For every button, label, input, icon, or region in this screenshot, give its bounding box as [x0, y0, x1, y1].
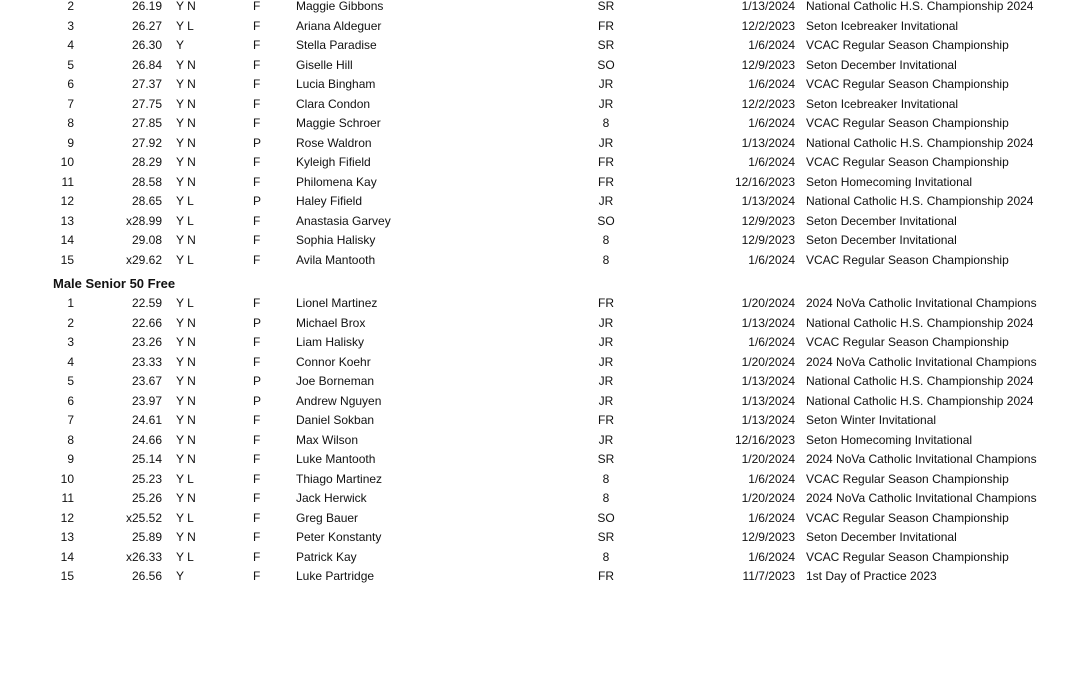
- place-cell: 12: [60, 510, 74, 525]
- meet-name-cell: 2024 NoVa Catholic Invitational Champions: [806, 354, 1037, 369]
- grade-cell: SR: [597, 0, 615, 13]
- table-row: [0, 450, 1080, 470]
- flags-cell: Y L: [176, 296, 194, 310]
- swimmer-name-cell: Sophia Halisky: [296, 233, 376, 247]
- meet-name-cell: Seton Homecoming Invitational: [806, 174, 973, 189]
- event-type-cell: F: [253, 18, 261, 33]
- place-cell: 13: [60, 213, 74, 228]
- flags-cell: Y N: [176, 155, 196, 169]
- event-type-cell: F: [253, 77, 261, 91]
- event-type-cell: F: [253, 413, 261, 427]
- place-cell: 3: [67, 18, 74, 33]
- time-cell: 27.85: [131, 116, 162, 130]
- time-cell: 25.26: [131, 491, 162, 505]
- date-cell: 1/20/2024: [741, 491, 795, 505]
- time-cell: 25.23: [131, 471, 162, 486]
- flags-cell: Y L: [176, 213, 194, 228]
- swimmer-name-cell: Maggie Schroer: [296, 116, 381, 130]
- event-type-cell: F: [253, 57, 261, 72]
- grade-cell: SO: [597, 510, 615, 525]
- event-type-cell: F: [253, 0, 261, 13]
- date-cell: 12/16/2023: [734, 432, 795, 447]
- swimmer-name-cell: Peter Konstanty: [296, 530, 382, 544]
- flags-cell: Y: [176, 38, 185, 52]
- grade-cell: 8: [602, 233, 610, 247]
- table-row: [0, 353, 1080, 373]
- time-cell: x28.99: [125, 213, 162, 228]
- table-row: [0, 153, 1080, 173]
- place-cell: 5: [67, 57, 74, 72]
- date-cell: 1/13/2024: [741, 413, 795, 427]
- swimmer-name-cell: Avila Mantooth: [296, 252, 376, 267]
- place-cell: 14: [60, 233, 74, 247]
- flags-cell: Y L: [176, 194, 194, 208]
- place-cell: 15: [60, 252, 74, 267]
- event-type-cell: F: [253, 569, 261, 583]
- meet-name-cell: Seton Icebreaker Invitational: [806, 18, 959, 33]
- time-cell: 26.84: [131, 57, 162, 72]
- meet-name-cell: 2024 NoVa Catholic Invitational Champions: [806, 296, 1037, 310]
- swimmer-name-cell: Michael Brox: [296, 315, 366, 330]
- place-cell: 9: [67, 452, 74, 466]
- place-cell: 2: [67, 0, 74, 13]
- meet-name-cell: Seton Icebreaker Invitational: [806, 96, 959, 111]
- place-cell: 1: [67, 296, 74, 310]
- time-cell: 24.66: [131, 432, 162, 447]
- grade-cell: 8: [602, 491, 610, 505]
- date-cell: 1/6/2024: [748, 252, 795, 267]
- flags-cell: Y N: [176, 77, 196, 91]
- time-cell: x29.62: [125, 252, 162, 267]
- swimmer-name-cell: Giselle Hill: [296, 57, 353, 72]
- table-row: [0, 75, 1080, 95]
- time-cell: 22.66: [131, 315, 162, 330]
- date-cell: 1/6/2024: [748, 116, 795, 130]
- flags-cell: Y N: [176, 491, 196, 505]
- table-row: [0, 294, 1080, 314]
- meet-name-cell: Seton December Invitational: [806, 213, 957, 228]
- swimmer-name-cell: Patrick Kay: [296, 549, 357, 564]
- flags-cell: Y L: [176, 471, 194, 486]
- flags-cell: Y N: [176, 96, 196, 111]
- table-row: [0, 392, 1080, 412]
- date-cell: 1/6/2024: [748, 38, 795, 52]
- meet-name-cell: National Catholic H.S. Championship 2024: [806, 315, 1034, 330]
- time-cell: 26.56: [131, 569, 162, 583]
- flags-cell: Y N: [176, 315, 196, 330]
- swimmer-name-cell: Stella Paradise: [296, 38, 377, 52]
- place-cell: 5: [67, 374, 74, 388]
- time-cell: 29.08: [131, 233, 162, 247]
- table-row: [0, 36, 1080, 56]
- time-cell: 26.19: [131, 0, 162, 13]
- flags-cell: Y L: [176, 510, 194, 525]
- flags-cell: Y N: [176, 116, 196, 130]
- event-type-cell: F: [253, 233, 261, 247]
- table-row: [0, 231, 1080, 251]
- swimmer-name-cell: Clara Condon: [296, 96, 371, 111]
- swimmer-name-cell: Kyleigh Fifield: [296, 155, 371, 169]
- swimmer-name-cell: Ariana Aldeguer: [296, 18, 382, 33]
- meet-name-cell: National Catholic H.S. Championship 2024: [806, 194, 1034, 208]
- swimmer-name-cell: Thiago Martinez: [296, 471, 383, 486]
- table-row: [0, 192, 1080, 212]
- time-cell: 25.14: [131, 452, 162, 466]
- swimmer-name-cell: Lucia Bingham: [296, 77, 376, 91]
- time-cell: x26.33: [125, 549, 162, 564]
- date-cell: 1/6/2024: [748, 471, 795, 486]
- grade-cell: JR: [598, 393, 614, 408]
- table-row: [0, 95, 1080, 115]
- flags-cell: Y N: [176, 135, 196, 150]
- place-cell: 6: [67, 393, 74, 408]
- grade-cell: FR: [598, 174, 614, 189]
- grade-cell: FR: [598, 569, 614, 583]
- meet-name-cell: 2024 NoVa Catholic Invitational Champions: [806, 452, 1037, 466]
- flags-cell: Y: [176, 569, 185, 583]
- time-cell: 26.30: [131, 38, 162, 52]
- date-cell: 12/2/2023: [741, 96, 795, 111]
- flags-cell: Y N: [176, 174, 196, 189]
- place-cell: 12: [60, 194, 74, 208]
- grade-cell: JR: [598, 135, 614, 150]
- event-type-cell: F: [253, 335, 261, 349]
- flags-cell: Y N: [176, 0, 196, 13]
- date-cell: 12/9/2023: [741, 57, 795, 72]
- table-row: [0, 333, 1080, 353]
- place-cell: 10: [60, 155, 74, 169]
- flags-cell: Y N: [176, 354, 196, 369]
- section-heading-male-senior-50-free: Male Senior 50 Free: [53, 275, 176, 291]
- time-cell: 27.92: [131, 135, 162, 150]
- table-row: [0, 411, 1080, 431]
- table-row: [0, 114, 1080, 134]
- swimmer-name-cell: Lionel Martinez: [296, 296, 378, 310]
- time-cell: 23.67: [131, 374, 162, 388]
- place-cell: 11: [61, 174, 74, 189]
- swimmer-name-cell: Joe Borneman: [296, 374, 375, 388]
- table-row: [0, 431, 1080, 451]
- swimmer-name-cell: Daniel Sokban: [296, 413, 375, 427]
- grade-cell: JR: [598, 354, 614, 369]
- grade-cell: JR: [598, 96, 614, 111]
- date-cell: 12/16/2023: [734, 174, 795, 189]
- grade-cell: 8: [602, 471, 610, 486]
- grade-cell: FR: [598, 18, 614, 33]
- table-row: [0, 548, 1080, 568]
- meet-name-cell: Seton December Invitational: [806, 233, 957, 247]
- place-cell: 3: [67, 335, 74, 349]
- event-type-cell: F: [253, 213, 261, 228]
- date-cell: 1/6/2024: [748, 549, 795, 564]
- swimmer-name-cell: Connor Koehr: [296, 354, 371, 369]
- event-type-cell: F: [253, 174, 261, 189]
- place-cell: 7: [67, 96, 74, 111]
- table-row: [0, 134, 1080, 154]
- date-cell: 1/6/2024: [748, 155, 795, 169]
- swimmer-name-cell: Rose Waldron: [296, 135, 372, 150]
- grade-cell: SO: [597, 213, 615, 228]
- event-type-cell: F: [253, 549, 261, 564]
- date-cell: 1/13/2024: [741, 0, 795, 13]
- meet-name-cell: VCAC Regular Season Championship: [806, 549, 1009, 564]
- grade-cell: JR: [598, 315, 614, 330]
- date-cell: 12/2/2023: [741, 18, 795, 33]
- meet-name-cell: VCAC Regular Season Championship: [806, 116, 1009, 130]
- meet-name-cell: National Catholic H.S. Championship 2024: [806, 374, 1034, 388]
- grade-cell: JR: [598, 432, 614, 447]
- meet-name-cell: National Catholic H.S. Championship 2024: [806, 0, 1034, 13]
- flags-cell: Y L: [176, 252, 194, 267]
- meet-name-cell: National Catholic H.S. Championship 2024: [806, 393, 1034, 408]
- time-cell: 28.29: [131, 155, 162, 169]
- meet-name-cell: 2024 NoVa Catholic Invitational Champions: [806, 491, 1037, 505]
- date-cell: 1/13/2024: [741, 393, 795, 408]
- place-cell: 6: [67, 77, 74, 91]
- date-cell: 1/20/2024: [741, 452, 795, 466]
- grade-cell: 8: [602, 549, 610, 564]
- event-type-cell: F: [253, 510, 261, 525]
- meet-name-cell: VCAC Regular Season Championship: [806, 335, 1009, 349]
- swimmer-name-cell: Maggie Gibbons: [296, 0, 384, 13]
- meet-name-cell: VCAC Regular Season Championship: [806, 77, 1009, 91]
- table-row: [0, 212, 1080, 232]
- table-row: [0, 372, 1080, 392]
- event-type-cell: F: [253, 530, 261, 544]
- meet-name-cell: VCAC Regular Season Championship: [806, 38, 1009, 52]
- swimmer-name-cell: Luke Partridge: [296, 569, 375, 583]
- table-row: [0, 173, 1080, 193]
- grade-cell: SO: [597, 57, 615, 72]
- event-type-cell: F: [253, 432, 261, 447]
- grade-cell: JR: [598, 194, 614, 208]
- date-cell: 12/9/2023: [741, 530, 795, 544]
- grade-cell: FR: [598, 296, 614, 310]
- grade-cell: FR: [598, 155, 614, 169]
- table-row: [0, 470, 1080, 490]
- date-cell: 1/6/2024: [748, 335, 795, 349]
- event-type-cell: P: [253, 393, 262, 408]
- table-row: [0, 509, 1080, 529]
- event-type-cell: F: [253, 38, 261, 52]
- flags-cell: Y N: [176, 57, 196, 72]
- table-row: [0, 56, 1080, 76]
- date-cell: 1/13/2024: [741, 135, 795, 150]
- place-cell: 4: [67, 354, 74, 369]
- time-cell: 27.37: [131, 77, 162, 91]
- date-cell: 12/9/2023: [741, 213, 795, 228]
- flags-cell: Y L: [176, 549, 194, 564]
- event-type-cell: P: [253, 194, 262, 208]
- flags-cell: Y L: [176, 18, 194, 33]
- event-type-cell: F: [253, 452, 261, 466]
- swimmer-name-cell: Luke Mantooth: [296, 452, 376, 466]
- flags-cell: Y N: [176, 432, 196, 447]
- flags-cell: Y N: [176, 374, 196, 388]
- meet-name-cell: Seton Homecoming Invitational: [806, 432, 973, 447]
- swimmer-name-cell: Liam Halisky: [296, 335, 365, 349]
- date-cell: 1/13/2024: [741, 194, 795, 208]
- event-type-cell: F: [253, 491, 261, 505]
- grade-cell: 8: [602, 116, 610, 130]
- place-cell: 9: [67, 135, 74, 150]
- flags-cell: Y N: [176, 530, 196, 544]
- grade-cell: SR: [597, 530, 615, 544]
- table-row: [0, 528, 1080, 548]
- event-type-cell: F: [253, 155, 261, 169]
- flags-cell: Y N: [176, 393, 196, 408]
- table-row: [0, 314, 1080, 334]
- flags-cell: Y N: [176, 413, 196, 427]
- time-cell: 26.27: [131, 18, 162, 33]
- date-cell: 1/20/2024: [741, 354, 795, 369]
- event-type-cell: F: [253, 96, 261, 111]
- date-cell: 1/20/2024: [741, 296, 795, 310]
- table-row: [0, 251, 1080, 271]
- table-row: [0, 17, 1080, 37]
- grade-cell: 8: [602, 252, 610, 267]
- place-cell: 8: [67, 116, 74, 130]
- date-cell: 1/6/2024: [748, 510, 795, 525]
- meet-name-cell: Seton December Invitational: [806, 530, 957, 544]
- time-cell: 23.26: [131, 335, 162, 349]
- place-cell: 13: [60, 530, 74, 544]
- time-cell: 23.97: [131, 393, 162, 408]
- grade-cell: SR: [597, 38, 615, 52]
- event-type-cell: F: [253, 116, 261, 130]
- grade-cell: JR: [598, 374, 614, 388]
- event-type-cell: F: [253, 252, 261, 267]
- time-cell: 23.33: [131, 354, 162, 369]
- swimmer-name-cell: Haley Fifield: [296, 194, 363, 208]
- event-type-cell: F: [253, 296, 261, 310]
- place-cell: 8: [67, 432, 74, 447]
- time-cell: x25.52: [125, 510, 162, 525]
- place-cell: 10: [60, 471, 74, 486]
- table-row: [0, 567, 1080, 587]
- flags-cell: Y N: [176, 335, 196, 349]
- event-type-cell: P: [253, 374, 262, 388]
- time-cell: 27.75: [131, 96, 162, 111]
- time-cell: 24.61: [131, 413, 162, 427]
- event-type-cell: F: [253, 354, 261, 369]
- time-cell: 22.59: [131, 296, 162, 310]
- event-type-cell: P: [253, 135, 262, 150]
- date-cell: 11/7/2023: [742, 569, 795, 583]
- time-cell: 25.89: [131, 530, 162, 544]
- place-cell: 11: [61, 491, 74, 505]
- date-cell: 1/13/2024: [741, 374, 795, 388]
- time-cell: 28.58: [131, 174, 162, 189]
- time-cell: 28.65: [131, 194, 162, 208]
- table-row: [0, 0, 1080, 17]
- place-cell: 4: [67, 38, 74, 52]
- meet-name-cell: VCAC Regular Season Championship: [806, 471, 1009, 486]
- meet-name-cell: VCAC Regular Season Championship: [806, 155, 1009, 169]
- place-cell: 7: [67, 413, 74, 427]
- meet-name-cell: Seton Winter Invitational: [806, 413, 937, 427]
- date-cell: 12/9/2023: [741, 233, 795, 247]
- flags-cell: Y N: [176, 233, 196, 247]
- swimmer-name-cell: Andrew Nguyen: [296, 393, 382, 408]
- event-type-cell: P: [253, 315, 262, 330]
- grade-cell: FR: [598, 413, 614, 427]
- grade-cell: JR: [598, 335, 614, 349]
- place-cell: 2: [67, 315, 74, 330]
- flags-cell: Y N: [176, 452, 196, 466]
- meet-name-cell: VCAC Regular Season Championship: [806, 252, 1009, 267]
- swimmer-name-cell: Greg Bauer: [296, 510, 359, 525]
- grade-cell: SR: [597, 452, 615, 466]
- place-cell: 14: [60, 549, 74, 564]
- swimmer-name-cell: Jack Herwick: [296, 491, 367, 505]
- grade-cell: JR: [598, 77, 614, 91]
- meet-name-cell: Seton December Invitational: [806, 57, 957, 72]
- table-row: [0, 489, 1080, 509]
- swimmer-name-cell: Max Wilson: [296, 432, 359, 447]
- swimmer-name-cell: Anastasia Garvey: [296, 213, 391, 228]
- meet-name-cell: National Catholic H.S. Championship 2024: [806, 135, 1034, 150]
- meet-name-cell: VCAC Regular Season Championship: [806, 510, 1009, 525]
- place-cell: 15: [60, 569, 74, 583]
- date-cell: 1/6/2024: [748, 77, 795, 91]
- date-cell: 1/13/2024: [741, 315, 795, 330]
- meet-name-cell: 1st Day of Practice 2023: [806, 569, 937, 583]
- swimmer-name-cell: Philomena Kay: [296, 174, 377, 189]
- event-type-cell: F: [253, 471, 261, 486]
